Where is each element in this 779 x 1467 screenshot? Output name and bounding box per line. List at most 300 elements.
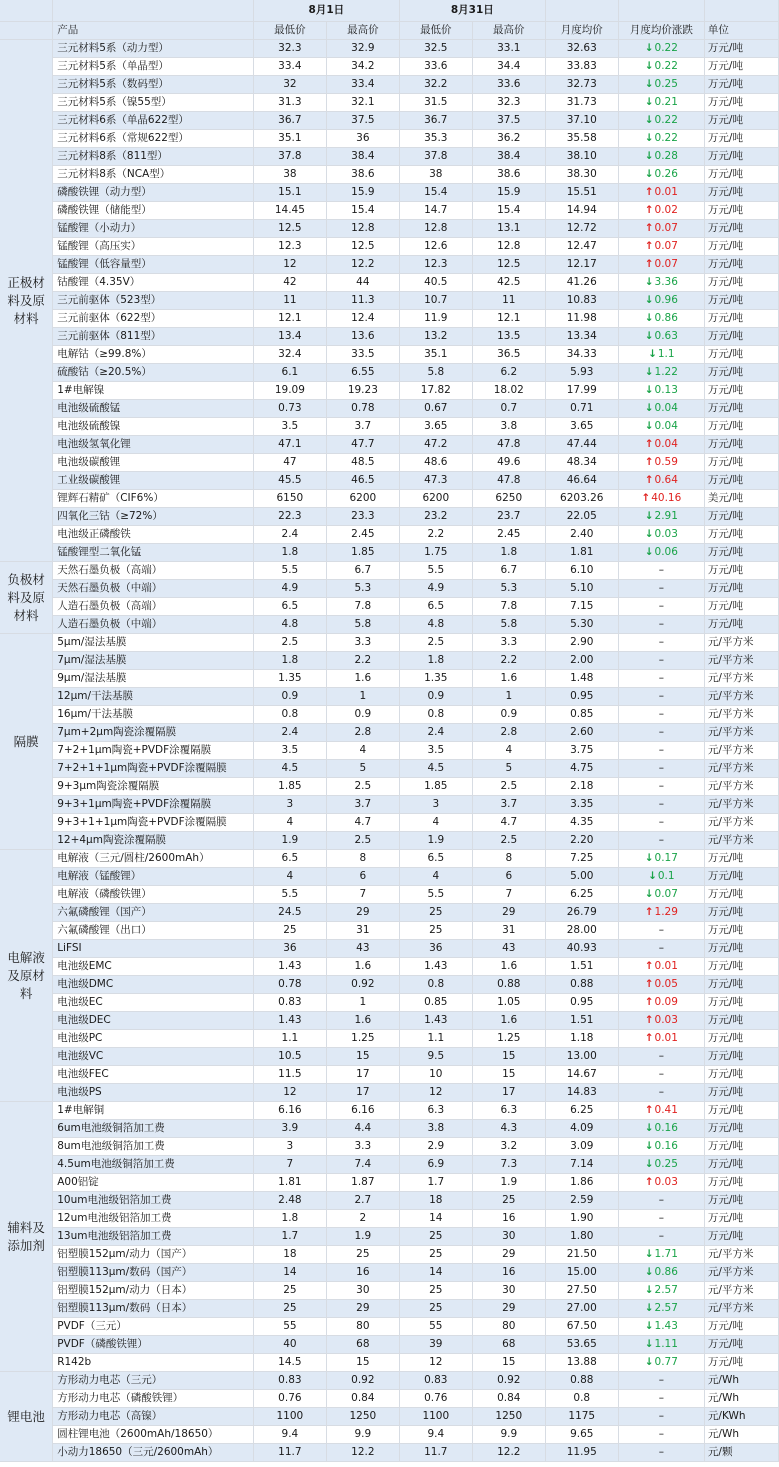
high-end-cell: 29 <box>472 1300 545 1318</box>
blank-header-cell <box>53 0 254 22</box>
product-name: 9+3+1+1μm陶瓷+PVDF涂覆隔膜 <box>53 814 254 832</box>
change-value: – <box>658 654 664 666</box>
change-value: 0.03 <box>654 1014 678 1026</box>
monthly-avg-cell: 38.10 <box>545 148 618 166</box>
low-start-cell: 4 <box>253 814 326 832</box>
high-end-cell: 6.3 <box>472 1102 545 1120</box>
high-start-cell: 29 <box>326 904 399 922</box>
avg-change-cell <box>618 58 704 76</box>
unit-cell: 万元/吨 <box>704 202 778 220</box>
avg-change-cell <box>618 796 704 814</box>
low-start-cell: 38 <box>253 166 326 184</box>
change-value: 0.04 <box>654 420 678 432</box>
low-end-cell: 6200 <box>399 490 472 508</box>
low-start-cell: 4.9 <box>253 580 326 598</box>
arrow-down-icon: ↓ <box>644 420 654 432</box>
change-value: 1.43 <box>654 1320 678 1332</box>
low-end-cell: 32.5 <box>399 40 472 58</box>
change-value: 0.26 <box>654 168 678 180</box>
high-start-cell: 33.5 <box>326 346 399 364</box>
monthly-avg-cell: 1.81 <box>545 544 618 562</box>
unit-cell: 万元/吨 <box>704 436 778 454</box>
low-end-cell: 11.7 <box>399 1444 472 1462</box>
monthly-avg-cell: 9.65 <box>545 1426 618 1444</box>
low-start-cell: 25 <box>253 1282 326 1300</box>
category-label: 电解液及原材料 <box>0 850 53 1102</box>
table-row <box>0 436 779 454</box>
category-label: 辅料及添加剂 <box>0 1102 53 1372</box>
unit-cell: 万元/吨 <box>704 580 778 598</box>
avg-change-cell <box>618 130 704 148</box>
unit-cell: 万元/吨 <box>704 940 778 958</box>
product-name: 锰酸锂（低容量型） <box>53 256 254 274</box>
unit-cell: 元/KWh <box>704 1408 778 1426</box>
high-start-cell: 2.2 <box>326 652 399 670</box>
product-name: 10um电池级铝箔加工费 <box>53 1192 254 1210</box>
product-name: 三元材料8系（811型） <box>53 148 254 166</box>
category-label: 负极材料及原材料 <box>0 562 53 634</box>
change-value: 2.57 <box>654 1284 678 1296</box>
arrow-down-icon: ↓ <box>644 96 654 108</box>
change-value: – <box>658 600 664 612</box>
high-end-cell: 4 <box>472 742 545 760</box>
high-end-cell: 68 <box>472 1336 545 1354</box>
low-end-cell: 14.7 <box>399 202 472 220</box>
avg-change-cell <box>618 1210 704 1228</box>
avg-change-cell <box>618 508 704 526</box>
low-end-cell: 5.5 <box>399 886 472 904</box>
high-end-cell: 49.6 <box>472 454 545 472</box>
avg-change-cell <box>618 490 704 508</box>
monthly-avg-cell: 6.25 <box>545 1102 618 1120</box>
low-start-cell: 55 <box>253 1318 326 1336</box>
low-end-cell: 3 <box>399 796 472 814</box>
change-value: 1.11 <box>654 1338 678 1350</box>
high-start-cell: 6200 <box>326 490 399 508</box>
low-end-cell: 0.67 <box>399 400 472 418</box>
arrow-down-icon: ↓ <box>644 366 654 378</box>
high-end-cell: 0.92 <box>472 1372 545 1390</box>
avg-change-cell <box>618 1390 704 1408</box>
change-value: 0.01 <box>654 1032 678 1044</box>
unit-cell: 万元/吨 <box>704 94 778 112</box>
monthly-avg-cell: 2.00 <box>545 652 618 670</box>
high-end-cell: 6.7 <box>472 562 545 580</box>
high-start-cell: 12.2 <box>326 1444 399 1462</box>
table-row <box>0 1336 779 1354</box>
monthly-avg-cell: 7.14 <box>545 1156 618 1174</box>
low-start-cell: 11 <box>253 292 326 310</box>
product-name: 1#电解铜 <box>53 1102 254 1120</box>
high-end-cell: 1.8 <box>472 544 545 562</box>
high-start-cell: 1.87 <box>326 1174 399 1192</box>
high-start-cell: 15.4 <box>326 202 399 220</box>
low-start-cell: 13.4 <box>253 328 326 346</box>
corner-cell <box>0 0 53 22</box>
low-start-cell: 2.48 <box>253 1192 326 1210</box>
monthly-avg-cell: 47.44 <box>545 436 618 454</box>
product-name: 电解液（磷酸铁锂） <box>53 886 254 904</box>
low-end-cell: 1.43 <box>399 958 472 976</box>
change-value: – <box>658 708 664 720</box>
product-name: 六氟磷酸锂（国产） <box>53 904 254 922</box>
low-end-cell: 1.1 <box>399 1030 472 1048</box>
low-end-cell: 9.5 <box>399 1048 472 1066</box>
avg-change-cell <box>618 958 704 976</box>
high-start-cell: 2.5 <box>326 832 399 850</box>
avg-change-cell <box>618 364 704 382</box>
high-end-cell: 42.5 <box>472 274 545 292</box>
table-row <box>0 1030 779 1048</box>
high-start-cell: 1 <box>326 994 399 1012</box>
avg-change-cell <box>618 40 704 58</box>
table-row <box>0 1066 779 1084</box>
table-row <box>0 994 779 1012</box>
avg-change-cell <box>618 400 704 418</box>
high-start-cell: 6.16 <box>326 1102 399 1120</box>
product-name: 硫酸钴（≥20.5%） <box>53 364 254 382</box>
high-start-cell: 23.3 <box>326 508 399 526</box>
change-value: 0.01 <box>654 960 678 972</box>
high-end-cell: 34.4 <box>472 58 545 76</box>
low-end-cell: 12.3 <box>399 256 472 274</box>
unit-cell: 万元/吨 <box>704 976 778 994</box>
avg-change-cell <box>618 1336 704 1354</box>
monthly-avg-cell: 41.26 <box>545 274 618 292</box>
arrow-up-icon: ↑ <box>644 258 654 270</box>
low-end-cell: 13.2 <box>399 328 472 346</box>
high-end-cell: 15.9 <box>472 184 545 202</box>
product-name: PVDF（三元） <box>53 1318 254 1336</box>
unit-cell: 万元/吨 <box>704 850 778 868</box>
monthly-avg-cell: 13.88 <box>545 1354 618 1372</box>
low-start-cell: 9.4 <box>253 1426 326 1444</box>
high-end-cell: 2.8 <box>472 724 545 742</box>
unit-cell: 美元/吨 <box>704 490 778 508</box>
table-row <box>0 760 779 778</box>
high-end-cell: 1.25 <box>472 1030 545 1048</box>
change-value: – <box>658 1068 664 1080</box>
avg-change-cell <box>618 1102 704 1120</box>
unit-cell: 万元/吨 <box>704 76 778 94</box>
unit-cell: 万元/吨 <box>704 886 778 904</box>
monthly-avg-cell: 2.60 <box>545 724 618 742</box>
high-start-cell: 37.5 <box>326 112 399 130</box>
unit-cell: 元/平方米 <box>704 652 778 670</box>
arrow-up-icon: ↑ <box>644 186 654 198</box>
table-row <box>0 580 779 598</box>
low-end-cell: 2.2 <box>399 526 472 544</box>
arrow-down-icon: ↓ <box>644 42 654 54</box>
low-end-cell: 1.43 <box>399 1012 472 1030</box>
high-end-cell: 17 <box>472 1084 545 1102</box>
low-start-cell: 2.4 <box>253 724 326 742</box>
low-start-cell: 25 <box>253 1300 326 1318</box>
arrow-down-icon: ↓ <box>648 348 657 360</box>
unit-cell: 万元/吨 <box>704 220 778 238</box>
table-row <box>0 418 779 436</box>
arrow-down-icon: ↓ <box>644 1284 654 1296</box>
change-value: 0.77 <box>654 1356 678 1368</box>
low-start-cell: 1.8 <box>253 544 326 562</box>
high-end-cell: 5.3 <box>472 580 545 598</box>
low-start-cell: 11.7 <box>253 1444 326 1462</box>
unit-cell: 万元/吨 <box>704 562 778 580</box>
unit-cell: 元/平方米 <box>704 688 778 706</box>
avg-change-cell <box>618 544 704 562</box>
high-start-cell: 5.8 <box>326 616 399 634</box>
change-value: 0.22 <box>654 114 678 126</box>
low-start-cell: 1.7 <box>253 1228 326 1246</box>
product-name: 三元前驱体（811型） <box>53 328 254 346</box>
low-end-cell: 18 <box>399 1192 472 1210</box>
high-start-cell: 6.55 <box>326 364 399 382</box>
monthly-avg-cell: 0.8 <box>545 1390 618 1408</box>
low-start-cell: 4.8 <box>253 616 326 634</box>
low-start-cell: 0.78 <box>253 976 326 994</box>
unit-cell: 元/Wh <box>704 1426 778 1444</box>
high-end-cell: 4.3 <box>472 1120 545 1138</box>
avg-change-cell <box>618 1138 704 1156</box>
high-start-cell: 48.5 <box>326 454 399 472</box>
arrow-down-icon: ↓ <box>644 294 654 306</box>
low-start-cell: 18 <box>253 1246 326 1264</box>
high-start-cell: 12.8 <box>326 220 399 238</box>
high-end-cell: 1.9 <box>472 1174 545 1192</box>
change-value: 0.09 <box>654 996 678 1008</box>
low-end-cell: 0.9 <box>399 688 472 706</box>
high-end-cell: 33.1 <box>472 40 545 58</box>
header-high-end: 最高价 <box>472 22 545 40</box>
avg-change-cell <box>618 1174 704 1192</box>
low-end-cell: 6.9 <box>399 1156 472 1174</box>
monthly-avg-cell: 2.90 <box>545 634 618 652</box>
low-start-cell: 32.3 <box>253 40 326 58</box>
change-value: 0.28 <box>654 150 678 162</box>
table-row <box>0 256 779 274</box>
arrow-up-icon: ↑ <box>644 204 654 216</box>
product-name: 1#电解镍 <box>53 382 254 400</box>
monthly-avg-cell: 27.50 <box>545 1282 618 1300</box>
change-value: – <box>658 1374 664 1386</box>
product-name: 9μm/湿法基膜 <box>53 670 254 688</box>
unit-cell: 万元/吨 <box>704 922 778 940</box>
monthly-avg-cell: 13.34 <box>545 328 618 346</box>
avg-change-cell <box>618 1300 704 1318</box>
change-value: – <box>658 762 664 774</box>
product-name: 铝塑膜113μm/数码（日本） <box>53 1300 254 1318</box>
low-end-cell: 17.82 <box>399 382 472 400</box>
table-row <box>0 94 779 112</box>
high-start-cell: 3.7 <box>326 796 399 814</box>
product-name: 锰酸锂（高压实） <box>53 238 254 256</box>
arrow-down-icon: ↓ <box>644 1338 654 1350</box>
product-name: 锰酸锂（小动力） <box>53 220 254 238</box>
avg-change-cell <box>618 832 704 850</box>
low-end-cell: 35.3 <box>399 130 472 148</box>
product-name: 12μm/干法基膜 <box>53 688 254 706</box>
table-row <box>0 1318 779 1336</box>
avg-change-cell <box>618 526 704 544</box>
monthly-avg-cell: 2.40 <box>545 526 618 544</box>
high-end-cell: 29 <box>472 904 545 922</box>
avg-change-cell <box>618 148 704 166</box>
high-end-cell: 0.88 <box>472 976 545 994</box>
table-row <box>0 274 779 292</box>
product-name: 六氟磷酸锂（出口） <box>53 922 254 940</box>
low-start-cell: 24.5 <box>253 904 326 922</box>
high-end-cell: 33.6 <box>472 76 545 94</box>
table-row <box>0 598 779 616</box>
monthly-avg-cell: 48.34 <box>545 454 618 472</box>
unit-cell: 万元/吨 <box>704 166 778 184</box>
monthly-avg-cell: 28.00 <box>545 922 618 940</box>
low-end-cell: 12 <box>399 1084 472 1102</box>
product-name: 天然石墨负极（中端） <box>53 580 254 598</box>
high-start-cell: 8 <box>326 850 399 868</box>
high-end-cell: 5 <box>472 760 545 778</box>
high-end-cell: 7.3 <box>472 1156 545 1174</box>
low-end-cell: 3.65 <box>399 418 472 436</box>
low-end-cell: 1.7 <box>399 1174 472 1192</box>
table-row <box>0 526 779 544</box>
header-monthly-avg: 月度均价 <box>545 22 618 40</box>
low-start-cell: 5.5 <box>253 886 326 904</box>
header-high-start: 最高价 <box>326 22 399 40</box>
high-start-cell: 38.4 <box>326 148 399 166</box>
unit-cell: 万元/吨 <box>704 1318 778 1336</box>
low-end-cell: 40.5 <box>399 274 472 292</box>
low-start-cell: 6.16 <box>253 1102 326 1120</box>
product-name: 铝塑膜152μm/动力（日本） <box>53 1282 254 1300</box>
table-row <box>0 292 779 310</box>
table-row <box>0 1192 779 1210</box>
change-value: – <box>658 1050 664 1062</box>
unit-cell: 万元/吨 <box>704 904 778 922</box>
high-start-cell: 30 <box>326 1282 399 1300</box>
low-end-cell: 0.83 <box>399 1372 472 1390</box>
high-end-cell: 0.9 <box>472 706 545 724</box>
table-row <box>0 148 779 166</box>
high-start-cell: 6.7 <box>326 562 399 580</box>
high-start-cell: 0.84 <box>326 1390 399 1408</box>
arrow-down-icon: ↓ <box>644 546 654 558</box>
low-end-cell: 12 <box>399 1354 472 1372</box>
table-row <box>0 742 779 760</box>
monthly-avg-cell: 0.88 <box>545 976 618 994</box>
table-row <box>0 382 779 400</box>
high-start-cell: 0.9 <box>326 706 399 724</box>
low-start-cell: 12.5 <box>253 220 326 238</box>
monthly-avg-cell: 15.51 <box>545 184 618 202</box>
arrow-up-icon: ↑ <box>644 456 654 468</box>
high-start-cell: 7.8 <box>326 598 399 616</box>
high-end-cell: 32.3 <box>472 94 545 112</box>
product-name: 三元材料5系（镍55型） <box>53 94 254 112</box>
arrow-up-icon: ↑ <box>644 1176 654 1188</box>
date-end-header: 8月31日 <box>399 0 545 22</box>
change-value: 0.07 <box>654 222 678 234</box>
low-start-cell: 3 <box>253 796 326 814</box>
high-start-cell: 2 <box>326 1210 399 1228</box>
arrow-down-icon: ↓ <box>644 60 654 72</box>
low-start-cell: 1.85 <box>253 778 326 796</box>
high-start-cell: 2.45 <box>326 526 399 544</box>
low-end-cell: 10 <box>399 1066 472 1084</box>
product-name: 三元材料5系（动力型） <box>53 40 254 58</box>
high-end-cell: 36.5 <box>472 346 545 364</box>
low-start-cell: 3.9 <box>253 1120 326 1138</box>
unit-cell: 万元/吨 <box>704 994 778 1012</box>
product-name: 电池级硫酸锰 <box>53 400 254 418</box>
table-row <box>0 1084 779 1102</box>
unit-cell: 万元/吨 <box>704 1336 778 1354</box>
product-name: 12um电池级铝箔加工费 <box>53 1210 254 1228</box>
unit-cell: 万元/吨 <box>704 328 778 346</box>
monthly-avg-cell: 33.83 <box>545 58 618 76</box>
high-start-cell: 2.5 <box>326 778 399 796</box>
product-name: 电池级FEC <box>53 1066 254 1084</box>
change-value: 0.03 <box>654 528 678 540</box>
high-start-cell: 7 <box>326 886 399 904</box>
change-value: 40.16 <box>651 492 682 504</box>
table-row <box>0 400 779 418</box>
unit-cell: 万元/吨 <box>704 1354 778 1372</box>
low-start-cell: 11.5 <box>253 1066 326 1084</box>
high-end-cell: 38.4 <box>472 148 545 166</box>
table-row <box>0 1048 779 1066</box>
change-value: – <box>658 744 664 756</box>
arrow-down-icon: ↓ <box>644 1320 654 1332</box>
arrow-up-icon: ↑ <box>644 978 654 990</box>
table-row <box>0 1282 779 1300</box>
low-start-cell: 0.73 <box>253 400 326 418</box>
avg-change-cell <box>618 994 704 1012</box>
product-name: 13um电池级铝箔加工费 <box>53 1228 254 1246</box>
high-end-cell: 1.6 <box>472 670 545 688</box>
high-start-cell: 3.3 <box>326 1138 399 1156</box>
product-name: 6um电池级铜箔加工费 <box>53 1120 254 1138</box>
low-end-cell: 3.5 <box>399 742 472 760</box>
high-start-cell: 5.3 <box>326 580 399 598</box>
change-value: – <box>658 924 664 936</box>
unit-cell: 万元/吨 <box>704 1228 778 1246</box>
unit-cell: 元/平方米 <box>704 796 778 814</box>
high-end-cell: 7 <box>472 886 545 904</box>
header-low-end: 最低价 <box>399 22 472 40</box>
low-end-cell: 1.9 <box>399 832 472 850</box>
high-start-cell: 1.6 <box>326 958 399 976</box>
unit-cell: 万元/吨 <box>704 544 778 562</box>
category-label: 隔膜 <box>0 634 53 850</box>
high-start-cell: 1.9 <box>326 1228 399 1246</box>
product-name: 天然石墨负极（高端） <box>53 562 254 580</box>
unit-cell: 万元/吨 <box>704 364 778 382</box>
high-end-cell: 13.5 <box>472 328 545 346</box>
change-value: 2.91 <box>654 510 678 522</box>
low-start-cell: 3.5 <box>253 418 326 436</box>
low-start-cell: 10.5 <box>253 1048 326 1066</box>
monthly-avg-cell: 1.51 <box>545 958 618 976</box>
monthly-avg-cell: 13.00 <box>545 1048 618 1066</box>
unit-cell: 万元/吨 <box>704 184 778 202</box>
low-end-cell: 12.8 <box>399 220 472 238</box>
high-start-cell: 31 <box>326 922 399 940</box>
product-name: 工业级碳酸锂 <box>53 472 254 490</box>
change-value: – <box>658 1086 664 1098</box>
product-name: 8um电池级铜箔加工费 <box>53 1138 254 1156</box>
product-name: 9+3μm陶瓷涂覆隔膜 <box>53 778 254 796</box>
